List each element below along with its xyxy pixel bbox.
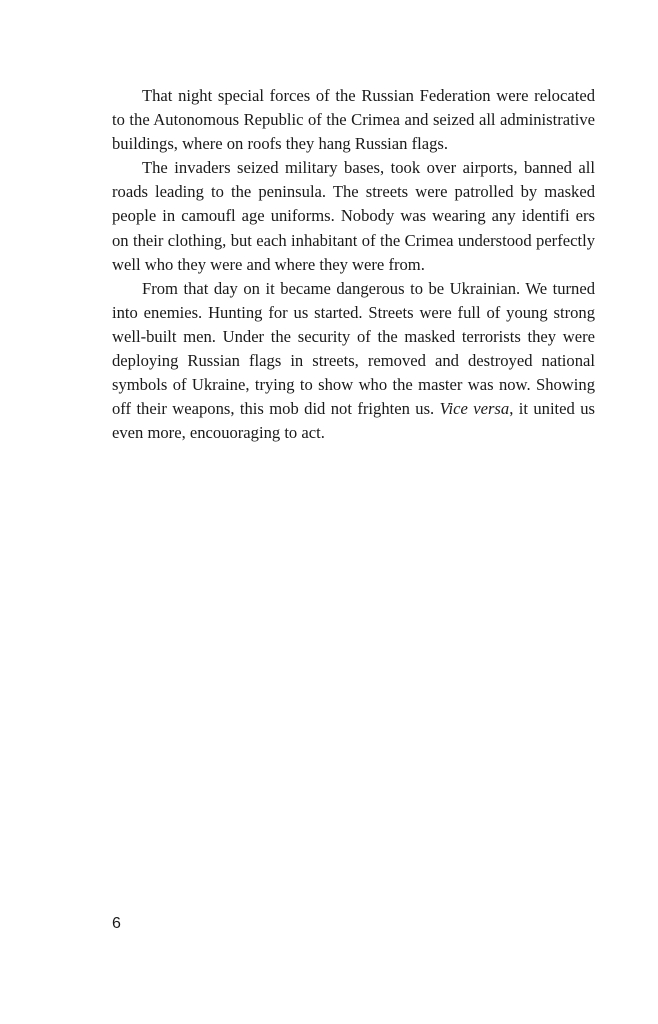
paragraph-text: , it united us even more, encouoraging to act. (112, 399, 595, 443)
paragraph: The invaders seized military bases, took over airports, banned all roads leading to the peninsula. The streets were patrolled by masked people in camoufl age uniforms. Nobody was wearing any identifi ers on their clothing, but each inhabitant of the Crimea understood perfectly well who they were and where they were from. (112, 158, 595, 274)
italic-phrase: Vice versa (439, 399, 510, 419)
page-number: 6 (112, 915, 121, 932)
body-text (112, 84, 595, 445)
paragraph: That night special forces of the Russian Federation were relocated to the Autonomous Republic of the Crimea and seized all administrative buildings, where on roofs they hang Russian flags. (112, 86, 595, 154)
paragraph (112, 277, 595, 446)
paragraph-text: From that day on it became dangerous to be Ukrainian. We turned into enemies. Hunting for us started. Streets were full of young strong well-built men. Under the security of the masked terrorists they were deploying Russian flags in streets, removed and destroyed national symbols of Ukraine, trying to show who the master was now. Showing off their weapons, this mob did not frighten us. (112, 278, 595, 419)
